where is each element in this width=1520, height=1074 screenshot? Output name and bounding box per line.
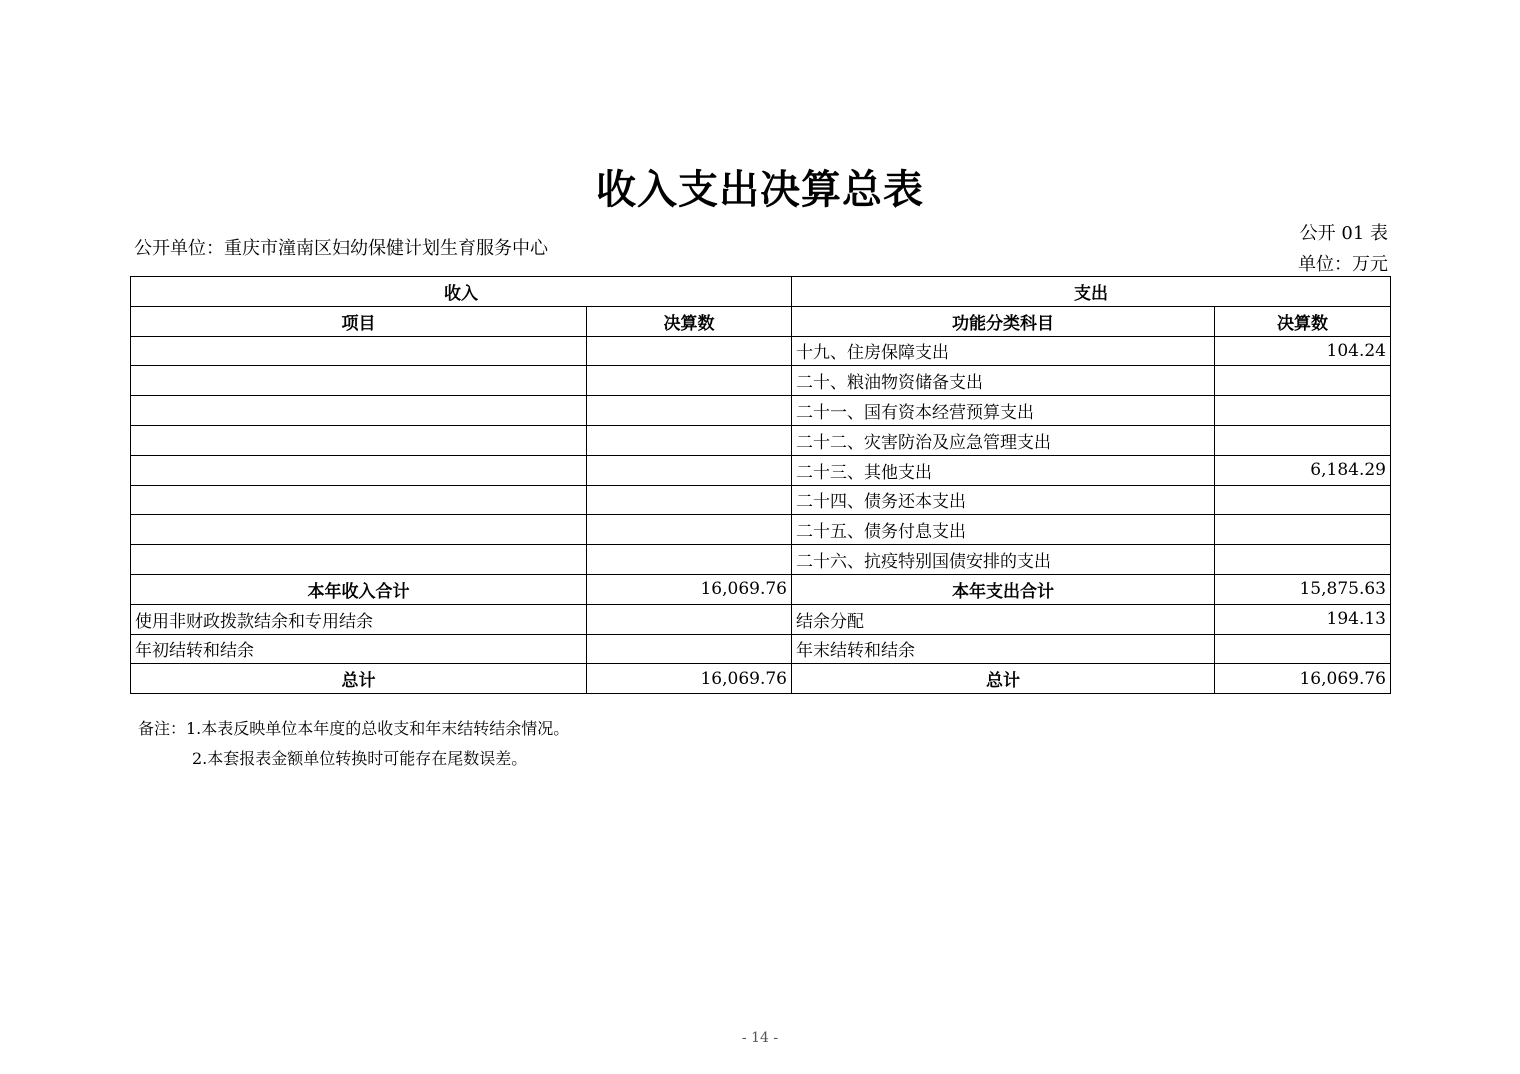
table-row: [131, 336, 1391, 366]
expense-group-header: 支出: [792, 277, 1391, 307]
expense-amount-cell: [1215, 634, 1391, 664]
expense-amount-cell: 194.13: [1215, 604, 1391, 634]
expense-item-cell: 十九、住房保障支出: [792, 336, 1215, 366]
notes-section: [138, 714, 569, 774]
table-row: [131, 366, 1391, 396]
income-group-header: 收入: [131, 277, 792, 307]
income-item-cell: 年初结转和结余: [131, 634, 587, 664]
income-total-amount: 16,069.76: [587, 664, 792, 694]
expense-amount-cell: [1215, 366, 1391, 396]
expense-subtotal-amount: 15,875.63: [1215, 574, 1391, 604]
expense-item-cell: 结余分配: [792, 604, 1215, 634]
income-subtotal-label: 本年收入合计: [131, 574, 587, 604]
income-amount-cell: [587, 425, 792, 455]
income-expense-table: [130, 276, 1391, 694]
income-item-cell: [131, 366, 587, 396]
expense-amount-cell: [1215, 425, 1391, 455]
income-subtotal-amount: 16,069.76: [587, 574, 792, 604]
table-row: [131, 485, 1391, 515]
expense-item-cell: 二十三、其他支出: [792, 455, 1215, 485]
expense-item-cell: 二十六、抗疫特别国债安排的支出: [792, 545, 1215, 575]
income-item-cell: [131, 545, 587, 575]
income-amount-cell: [587, 366, 792, 396]
income-amount-cell: [587, 545, 792, 575]
expense-amount-cell: [1215, 396, 1391, 426]
income-item-cell: 使用非财政拨款结余和专用结余: [131, 604, 587, 634]
table-number: 公开 01 表: [1299, 223, 1388, 244]
note-1: 备注：1.本表反映单位本年度的总收支和年末结转结余情况。: [138, 719, 570, 738]
table-row: [131, 634, 1391, 664]
total-row: [131, 664, 1391, 694]
page-title: 收入支出决算总表: [596, 167, 924, 213]
expense-item-cell: 二十、粮油物资储备支出: [792, 366, 1215, 396]
income-amount-cell: [587, 515, 792, 545]
expense-item-cell: 年末结转和结余: [792, 634, 1215, 664]
table-row: [131, 515, 1391, 545]
income-amount-cell: [587, 634, 792, 664]
subtotal-row: [131, 574, 1391, 604]
column-header-func-category: 功能分类科目: [792, 306, 1215, 336]
note-2: 2.本套报表金额单位转换时可能存在尾数误差。: [192, 749, 528, 768]
expense-amount-cell: [1215, 545, 1391, 575]
income-amount-cell: [587, 336, 792, 366]
table-column-header-row: [131, 306, 1391, 336]
expense-amount-cell: 104.24: [1215, 336, 1391, 366]
expense-total-amount: 16,069.76: [1215, 664, 1391, 694]
income-amount-cell: [587, 604, 792, 634]
income-amount-cell: [587, 485, 792, 515]
expense-amount-cell: [1215, 485, 1391, 515]
income-amount-cell: [587, 396, 792, 426]
expense-item-cell: 二十五、债务付息支出: [792, 515, 1215, 545]
column-header-expense-amount: 决算数: [1215, 306, 1391, 336]
expense-item-cell: 二十二、灾害防治及应急管理支出: [792, 425, 1215, 455]
column-header-item: 项目: [131, 306, 587, 336]
column-header-income-amount: 决算数: [587, 306, 792, 336]
expense-total-label: 总计: [792, 664, 1215, 694]
currency-unit: 单位：万元: [1298, 254, 1388, 275]
income-item-cell: [131, 425, 587, 455]
expense-amount-cell: 6,184.29: [1215, 455, 1391, 485]
expense-subtotal-label: 本年支出合计: [792, 574, 1215, 604]
table-row: [131, 425, 1391, 455]
income-total-label: 总计: [131, 664, 587, 694]
table-row: [131, 604, 1391, 634]
expense-item-cell: 二十一、国有资本经营预算支出: [792, 396, 1215, 426]
income-item-cell: [131, 485, 587, 515]
income-item-cell: [131, 515, 587, 545]
expense-amount-cell: [1215, 515, 1391, 545]
income-amount-cell: [587, 455, 792, 485]
table-row: [131, 396, 1391, 426]
expense-item-cell: 二十四、债务还本支出: [792, 485, 1215, 515]
table-row: [131, 455, 1391, 485]
income-item-cell: [131, 455, 587, 485]
reporting-unit: 公开单位：重庆市潼南区妇幼保健计划生育服务中心: [134, 238, 548, 259]
page-number: - 14 -: [741, 1030, 779, 1046]
income-item-cell: [131, 336, 587, 366]
table-row: [131, 545, 1391, 575]
income-item-cell: [131, 396, 587, 426]
table-group-header-row: [131, 277, 1391, 307]
